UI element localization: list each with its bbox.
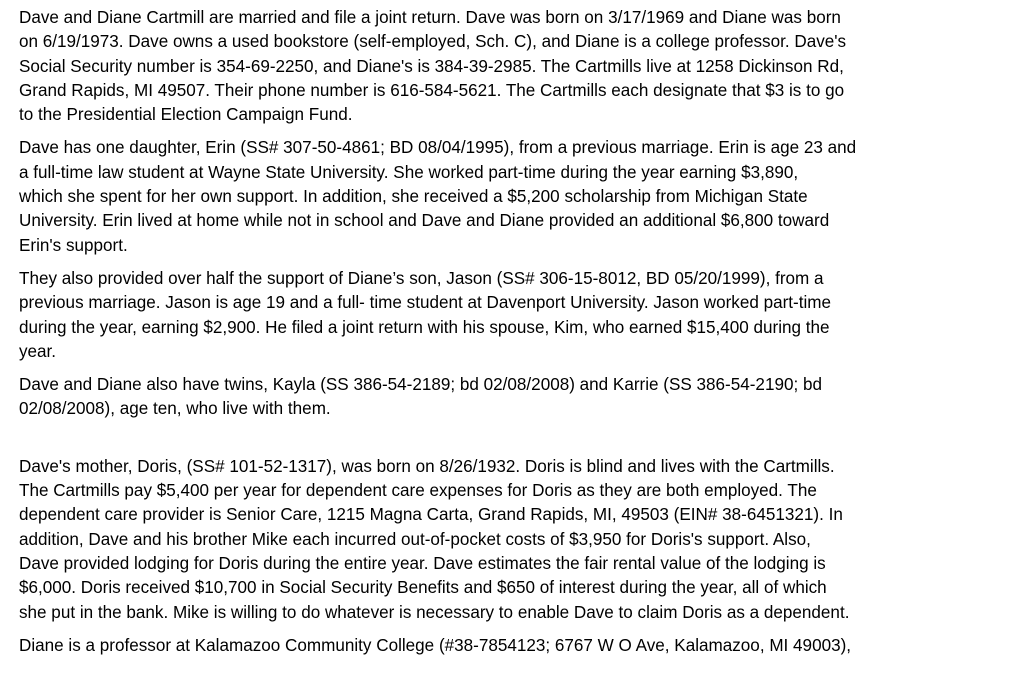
text-line: Diane is a professor at Kalamazoo Community College (#38-7854123; 6767 W O Ave, Kalamazoo, MI 49003), — [19, 635, 852, 655]
text-line: which she spent for her own support. In addition, she received a $5,200 scholarship from Michigan State — [19, 187, 808, 207]
text-line: The Cartmills pay $5,400 per year for dependent care expenses for Doris as they are both employed. The — [19, 481, 817, 501]
paragraph-jason — [19, 267, 1009, 364]
paragraph-twins — [19, 373, 1009, 422]
text-line: Dave provided lodging for Doris during the entire year. Dave estimates the fair rental value of the lodging is — [19, 553, 826, 573]
text-line: Dave has one daughter, Erin (SS# 307-50-4861; BD 08/04/1995), from a previous marriage. Erin is age 23 and — [19, 138, 857, 158]
text-line: Dave and Diane Cartmill are married and file a joint return. Dave was born on 3/17/1969 and Diane was born — [19, 8, 841, 27]
document-body — [19, 6, 1009, 658]
text-line: addition, Dave and his brother Mike each incurred out-of-pocket costs of $3,950 for Doris's support. Also, — [19, 529, 811, 549]
text-line: Dave's mother, Doris, (SS# 101-52-1317), was born on 8/26/1932. Doris is blind and lives with the Cartmills. — [19, 456, 835, 476]
text-line: previous marriage. Jason is age 19 and a full- time student at Davenport University. Jason worked part-time — [19, 293, 832, 313]
text-line: to the Presidential Election Campaign Fund. — [19, 105, 353, 125]
text-line: 02/08/2008), age ten, who live with them. — [19, 399, 331, 419]
text-line: Grand Rapids, MI 49507. Their phone number is 616-584-5621. The Cartmills each designate that $3 is to go — [19, 80, 845, 100]
text-line: They also provided over half the support of Diane’s son, Jason (SS# 306-15-8012, BD 05/20/1999), from a — [19, 268, 824, 288]
text-line: during the year, earning $2,900. He filed a joint return with his spouse, Kim, who earned $15,400 during the — [19, 317, 830, 337]
paragraph-diane-employment — [19, 634, 1009, 658]
text-line: she put in the bank. Mike is willing to do whatever is necessary to enable Dave to claim Doris as a dependent. — [19, 602, 850, 622]
text-line: Dave and Diane also have twins, Kayla (SS 386-54-2189; bd 02/08/2008) and Karrie (SS 386-54-2190; bd — [19, 375, 822, 395]
text-line: on 6/19/1973. Dave owns a used bookstore (self-employed, Sch. C), and Diane is a college professor. Dave's — [19, 32, 847, 52]
paragraph-household-info — [19, 6, 1009, 127]
text-line: year. — [19, 341, 57, 361]
text-line: University. Erin lived at home while not in school and Dave and Diane provided an additional $6,800 toward — [19, 211, 830, 231]
paragraph-doris — [19, 455, 1009, 625]
text-line: dependent care provider is Senior Care, 1215 Magna Carta, Grand Rapids, MI, 49503 (EIN# 38-6451321). In — [19, 505, 843, 525]
text-line: Erin's support. — [19, 235, 128, 255]
text-line: $6,000. Doris received $10,700 in Social Security Benefits and $650 of interest during the year, all of which — [19, 578, 827, 598]
text-line: a full-time law student at Wayne State University. She worked part-time during the year earning $3,890, — [19, 162, 799, 182]
paragraph-erin — [19, 136, 1009, 257]
text-line: Social Security number is 354-69-2250, and Diane's is 384-39-2985. The Cartmills live at 1258 Dickinson Rd, — [19, 56, 844, 76]
